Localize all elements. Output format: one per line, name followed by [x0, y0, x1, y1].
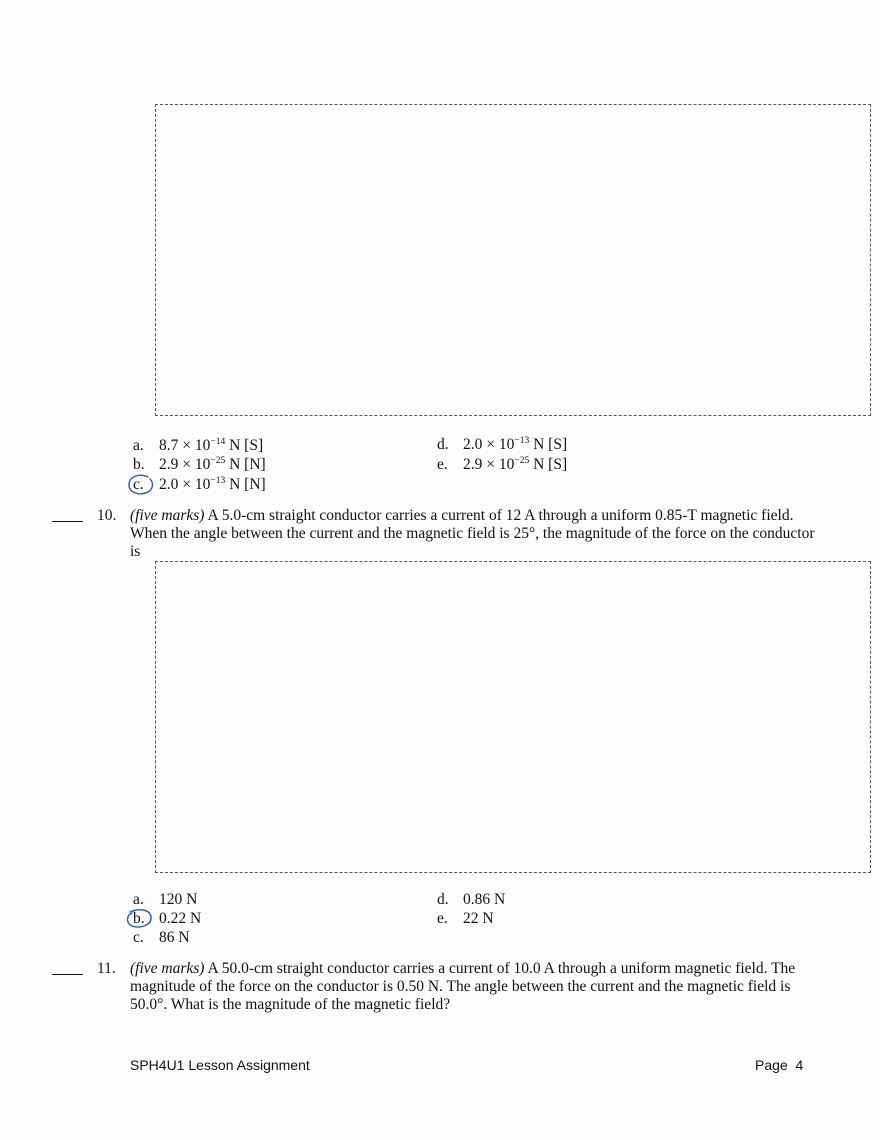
q10-answer-blank[interactable] — [52, 521, 83, 522]
option-value: 86 N — [159, 929, 190, 946]
option-unit: N [N] — [225, 456, 266, 473]
option-letter: b. — [133, 456, 145, 473]
option-exponent: −14 — [210, 437, 226, 447]
option-exponent: −13 — [210, 476, 226, 486]
option-unit: N [N] — [225, 476, 266, 493]
q11-line-1 — [130, 960, 830, 978]
option-letter: d. — [437, 436, 449, 453]
option-exponent: −13 — [514, 436, 530, 446]
option-value: 0.86 N — [463, 891, 506, 908]
option-unit: N [S] — [529, 456, 568, 473]
q11-answer-blank[interactable] — [52, 974, 83, 975]
q10-line-1-text: A 5.0-cm straight conductor carries a current of 12 A through a uniform 0.85-T magnetic field. — [204, 507, 794, 524]
option-letter: d. — [437, 891, 449, 908]
q11-marks: (five marks) — [130, 960, 205, 977]
option-letter: a. — [133, 891, 144, 908]
option-mantissa: 2.9 × 10 — [159, 456, 211, 473]
footer-page-label: Page — [755, 1057, 788, 1073]
option-letter: c. — [133, 929, 144, 946]
q10-line-2: When the angle between the current and the magnetic field is 25°, the magnitude of the force on the conductor — [130, 525, 815, 542]
q10-text — [130, 507, 830, 561]
q9-work-box[interactable] — [155, 104, 871, 416]
q10-line-1 — [130, 507, 830, 525]
option-exponent: −25 — [514, 456, 530, 466]
option-letter: c. — [133, 476, 144, 493]
option-value: 0.22 N — [159, 910, 202, 927]
option-mantissa: 8.7 × 10 — [159, 437, 211, 454]
option-unit: N [S] — [225, 437, 264, 454]
q11-line-3: 50.0°. What is the magnitude of the magnetic field? — [130, 996, 451, 1013]
option-letter: b. — [133, 910, 145, 927]
option-mantissa: 2.0 × 10 — [159, 476, 211, 493]
q11-line-1-text: A 50.0-cm straight conductor carries a current of 10.0 A through a uniform magnetic field. The — [204, 960, 796, 977]
option-mantissa: 2.0 × 10 — [463, 436, 515, 453]
option-value: 120 N — [159, 891, 198, 908]
q10-line-3: is — [130, 543, 141, 560]
q10-number: 10. — [97, 507, 117, 524]
option-letter: e. — [437, 456, 448, 473]
q10-marks: (five marks) — [130, 507, 205, 524]
footer-page-indicator — [755, 1057, 803, 1073]
q11-number: 11. — [97, 960, 116, 977]
q11-text — [130, 960, 830, 1014]
footer-page-number: 4 — [795, 1057, 804, 1073]
option-value: 22 N — [463, 910, 494, 927]
option-mantissa: 2.9 × 10 — [463, 456, 515, 473]
option-letter: a. — [133, 437, 144, 454]
option-unit: N [S] — [529, 436, 568, 453]
footer-course-title: SPH4U1 Lesson Assignment — [130, 1057, 310, 1073]
q11-line-2: magnitude of the force on the conductor is 0.50 N. The angle between the current and the magnetic field is — [130, 978, 791, 995]
option-exponent: −25 — [210, 456, 226, 466]
option-letter: e. — [437, 910, 448, 927]
q10-work-box[interactable] — [155, 561, 871, 873]
